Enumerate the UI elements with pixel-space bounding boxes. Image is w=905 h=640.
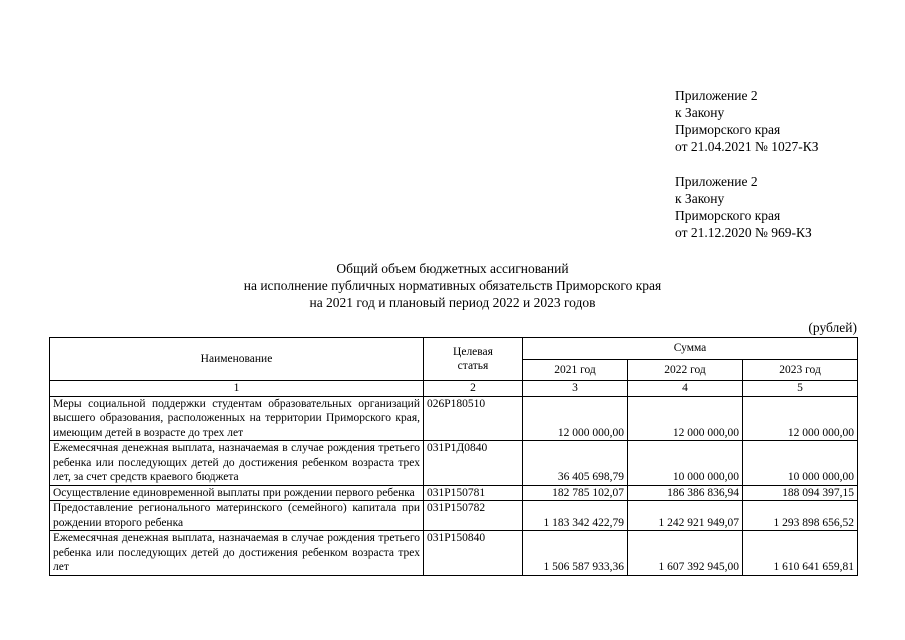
row-amount-2021: 36 405 698,79	[523, 441, 628, 486]
row-target-article: 031Р150840	[424, 531, 523, 576]
column-number: 1	[50, 381, 424, 397]
column-numbers-row	[50, 381, 858, 397]
row-name: Предоставление регионального материнского (семейного) капитала при рождении второго ребенка	[50, 501, 424, 531]
row-target-article: 031Р1Д0840	[424, 441, 523, 486]
header-target-article	[424, 338, 523, 381]
header-target-article-line: Целевая	[453, 345, 493, 358]
appendix-line: Приморского края	[675, 122, 781, 137]
header-target-article-line: статья	[457, 360, 489, 372]
row-amount-2021: 1 506 587 933,36	[523, 531, 628, 576]
document-title	[0, 260, 905, 311]
row-amount-2023: 1 293 898 656,52	[743, 501, 858, 531]
appendix-line: Приложение 2	[675, 174, 758, 189]
appendix-block-current	[675, 87, 819, 155]
row-target-article: 026Р180510	[424, 396, 523, 441]
table-row	[50, 531, 858, 576]
title-line: на исполнение публичных нормативных обязательств Приморского края	[243, 278, 662, 293]
header-sum: Сумма	[523, 338, 858, 360]
row-amount-2023: 12 000 000,00	[743, 396, 858, 441]
row-amount-2023: 188 094 397,15	[743, 485, 858, 501]
header-year-2021: 2021 год	[523, 359, 628, 381]
row-amount-2022: 186 386 836,94	[628, 485, 743, 501]
row-name: Ежемесячная денежная выплата, назначаемая в случае рождения третьего ребенка или последующих детей до достижения ребенком возраста трех лет, за счет средств краевого бюджета	[50, 441, 424, 486]
row-amount-2023: 1 610 641 659,81	[743, 531, 858, 576]
appendix-block-original	[675, 173, 812, 241]
row-name: Осуществление единовременной выплаты при рождении первого ребенка	[50, 485, 424, 501]
appendix-line: к Закону	[675, 105, 725, 120]
row-amount-2021: 1 183 342 422,79	[523, 501, 628, 531]
row-amount-2021: 182 785 102,07	[523, 485, 628, 501]
row-amount-2022: 12 000 000,00	[628, 396, 743, 441]
header-name: Наименование	[50, 338, 424, 381]
table-row	[50, 501, 858, 531]
row-name: Меры социальной поддержки студентам образовательных организаций высшего образования, расположенных на территории Приморского края, имеющим детей в возрасте до трех лет	[50, 396, 424, 441]
row-amount-2022: 1 607 392 945,00	[628, 531, 743, 576]
header-year-2022: 2022 год	[628, 359, 743, 381]
row-target-article: 031Р150781	[424, 485, 523, 501]
table-row	[50, 396, 858, 441]
row-amount-2022: 1 242 921 949,07	[628, 501, 743, 531]
column-number: 4	[628, 381, 743, 397]
row-name: Ежемесячная денежная выплата, назначаемая в случае рождения третьего ребенка или последующих детей до достижения ребенком возраста трех лет	[50, 531, 424, 576]
appendix-law-reference: от 21.04.2021 № 1027-КЗ	[675, 139, 819, 154]
appendix-line: Приложение 2	[675, 88, 758, 103]
row-amount-2022: 10 000 000,00	[628, 441, 743, 486]
column-number: 5	[743, 381, 858, 397]
appendix-law-reference: от 21.12.2020 № 969-КЗ	[675, 225, 812, 240]
units-label: (рублей)	[808, 320, 857, 335]
table-row	[50, 441, 858, 486]
appendix-line: Приморского края	[675, 208, 781, 223]
header-year-2023: 2023 год	[743, 359, 858, 381]
column-number: 3	[523, 381, 628, 397]
budget-table	[49, 337, 858, 576]
row-amount-2023: 10 000 000,00	[743, 441, 858, 486]
row-amount-2021: 12 000 000,00	[523, 396, 628, 441]
table-row	[50, 485, 858, 501]
column-number: 2	[424, 381, 523, 397]
title-line: Общий объем бюджетных ассигнований	[336, 261, 569, 276]
row-target-article: 031Р150782	[424, 501, 523, 531]
appendix-line: к Закону	[675, 191, 725, 206]
title-line: на 2021 год и плановый период 2022 и 2023 годов	[309, 295, 596, 310]
